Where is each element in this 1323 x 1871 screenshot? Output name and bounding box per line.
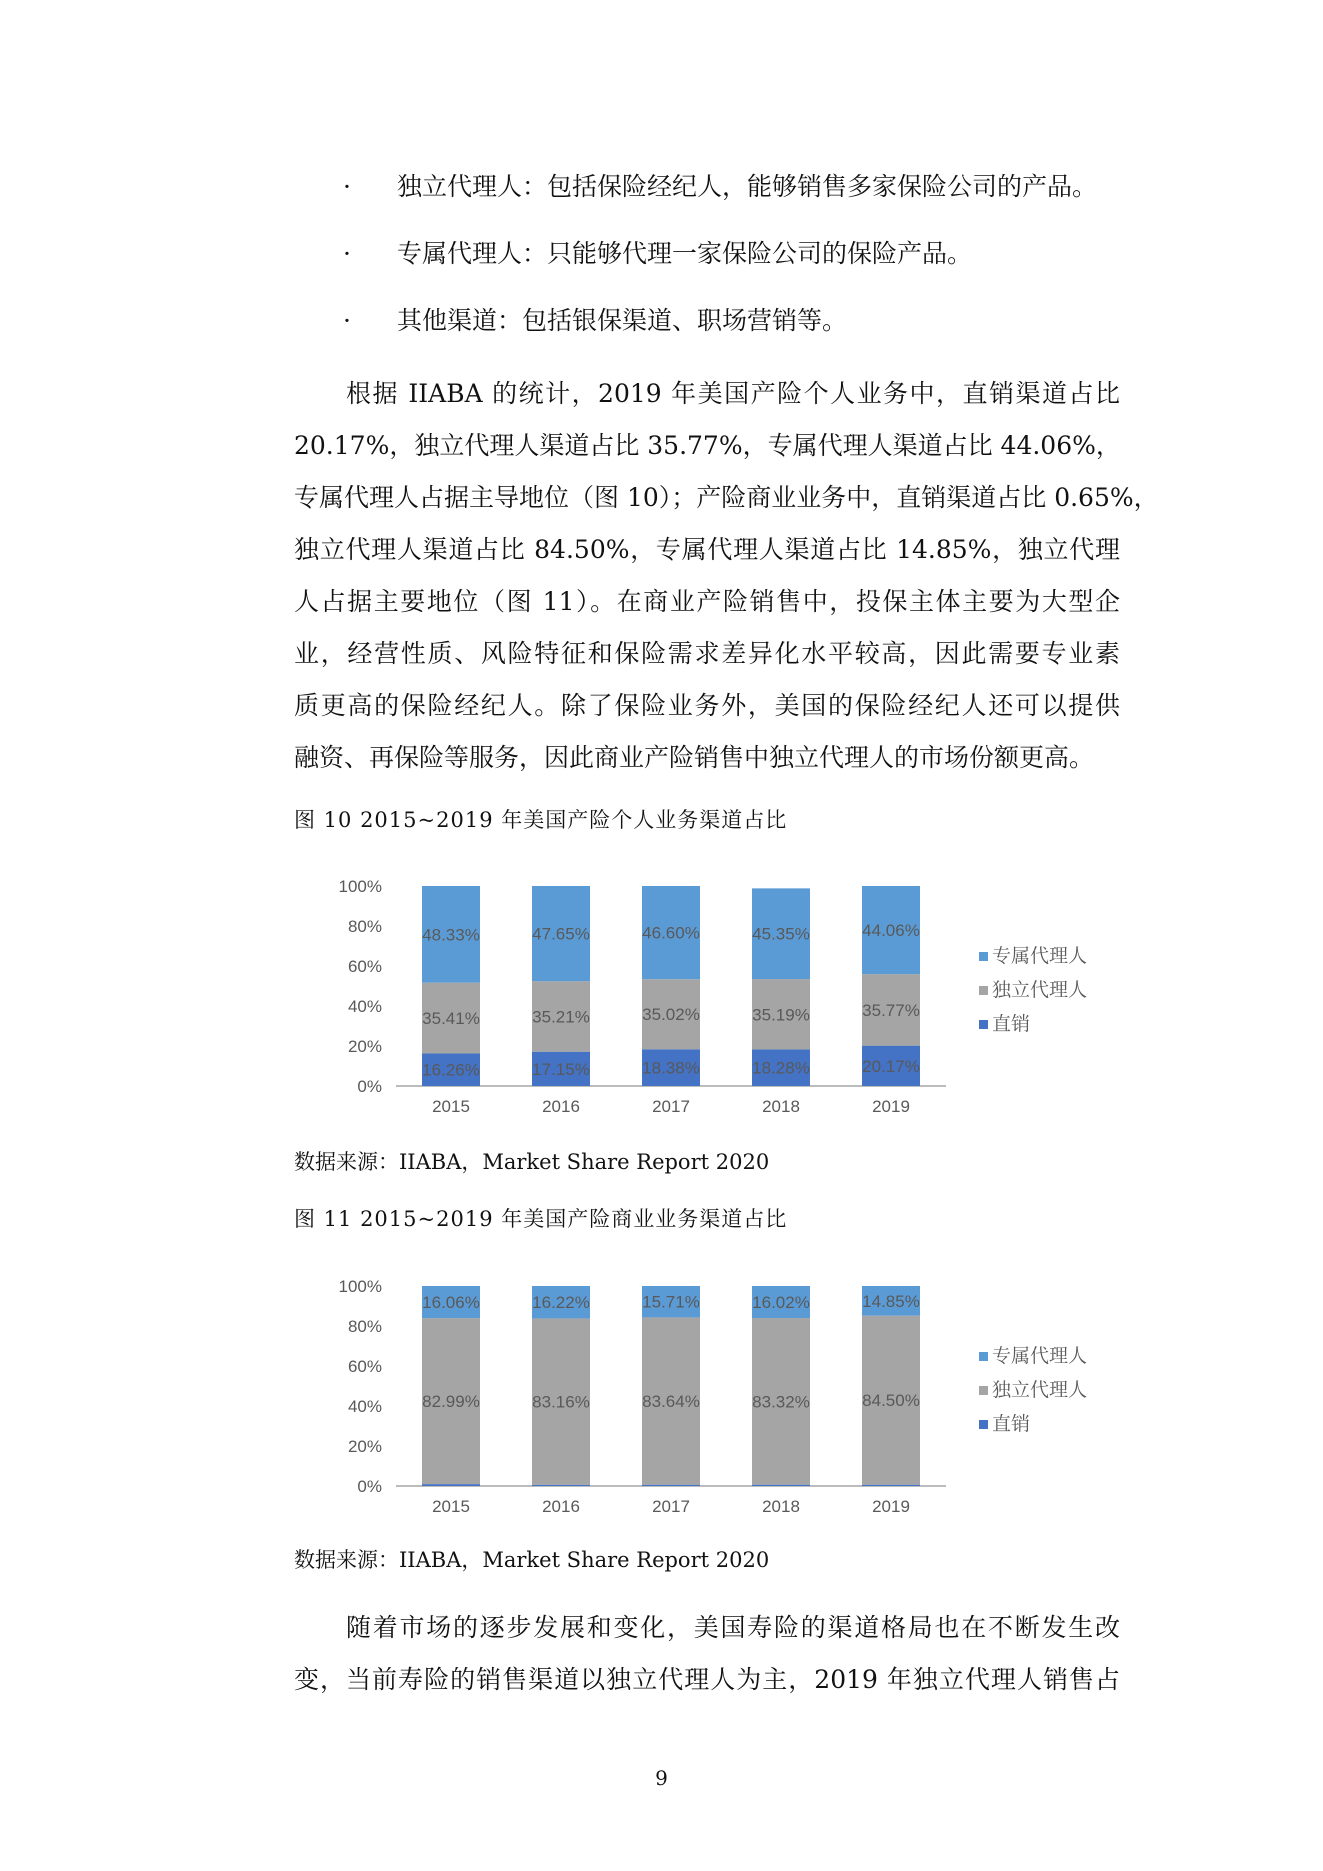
paragraph-line: 根据 IIABA 的统计，2019 年美国产险个人业务中，直销渠道占比 (346, 379, 1120, 408)
bullet-dot: · (343, 306, 351, 335)
y-tick-label: 40% (347, 1397, 382, 1416)
y-tick-label: 80% (347, 917, 382, 936)
data-label: 35.19% (752, 1005, 810, 1025)
y-tick-label: 100% (338, 1277, 382, 1296)
data-label: 18.28% (752, 1058, 810, 1078)
y-tick-label: 20% (347, 1037, 382, 1056)
data-label: 84.50% (862, 1391, 920, 1411)
figure-10-caption: 图 10 2015~2019 年美国产险个人业务渠道占比 (294, 808, 788, 832)
data-label: 35.41% (422, 1009, 480, 1029)
figure-10-chart (294, 862, 1114, 1116)
legend-label: 专属代理人 (992, 946, 1088, 967)
legend-swatch (979, 952, 988, 961)
x-tick-label: 2017 (652, 1497, 690, 1516)
data-label: 20.17% (862, 1056, 920, 1076)
legend-label: 独立代理人 (992, 980, 1088, 1001)
x-tick-label: 2018 (762, 1097, 800, 1116)
data-label: 83.32% (752, 1392, 810, 1412)
data-label: 47.65% (532, 924, 590, 944)
figure-10-svg (294, 862, 1114, 1116)
data-label: 18.38% (642, 1058, 700, 1078)
paragraph-line: 融资、再保险等服务，因此商业产险销售中独立代理人的市场份额更高。 (294, 743, 1095, 772)
x-tick-label: 2016 (542, 1097, 580, 1116)
y-tick-label: 60% (347, 957, 382, 976)
x-tick-label: 2018 (762, 1497, 800, 1516)
x-tick-label: 2019 (872, 1497, 910, 1516)
bullet-text: 专属代理人：只能够代理一家保险公司的保险产品。 (397, 239, 973, 268)
paragraph-line: 随着市场的逐步发展和变化，美国寿险的渠道格局也在不断发生改 (346, 1613, 1120, 1642)
data-label: 83.16% (532, 1392, 590, 1412)
data-label: 48.33% (422, 925, 480, 945)
legend-label: 独立代理人 (992, 1380, 1088, 1401)
data-label: 14.85% (862, 1291, 920, 1311)
legend-swatch (979, 1386, 988, 1395)
bullet-dot: · (343, 239, 351, 268)
data-label: 35.02% (642, 1005, 700, 1025)
data-label: 16.22% (532, 1293, 590, 1313)
paragraph-line: 专属代理人占据主导地位（图 10）；产险商业业务中，直销渠道占比 0.65%， (294, 483, 1159, 512)
x-tick-label: 2019 (872, 1097, 910, 1116)
x-tick-label: 2017 (652, 1097, 690, 1116)
figure-11-chart (294, 1262, 1114, 1516)
bullet-text: 其他渠道：包括银保渠道、职场营销等。 (397, 306, 848, 335)
data-label: 44.06% (862, 921, 920, 941)
data-label: 35.21% (532, 1007, 590, 1027)
bullet-dot: · (343, 172, 351, 201)
y-tick-label: 60% (347, 1357, 382, 1376)
legend-swatch (979, 1352, 988, 1361)
x-tick-label: 2016 (542, 1497, 580, 1516)
body-paragraph-channel-shares (294, 368, 1159, 784)
y-tick-label: 80% (347, 1317, 382, 1336)
y-tick-label: 100% (338, 877, 382, 896)
legend-label: 直销 (992, 1414, 1031, 1435)
data-label: 35.77% (862, 1000, 920, 1020)
bullet-text: 独立代理人：包括保险经纪人，能够销售多家保险公司的产品。 (397, 172, 1098, 201)
paragraph-line: 业，经营性质、风险特征和保险需求差异化水平较高，因此需要专业素 (294, 639, 1120, 668)
y-tick-label: 40% (347, 997, 382, 1016)
figure-11-svg (294, 1262, 1114, 1516)
legend-label: 专属代理人 (992, 1346, 1088, 1367)
data-label: 83.64% (642, 1392, 700, 1412)
body-paragraph-life-insurance (294, 1602, 1120, 1706)
data-label: 16.06% (422, 1293, 480, 1313)
data-label: 17.15% (532, 1059, 590, 1079)
paragraph-line: 独立代理人渠道占比 84.50%，专属代理人渠道占比 14.85%，独立代理 (294, 535, 1120, 564)
data-label: 46.60% (642, 923, 700, 943)
data-label: 16.02% (752, 1293, 810, 1313)
paragraph-line: 质更高的保险经纪人。除了保险业务外，美国的保险经纪人还可以提供 (294, 691, 1120, 720)
data-label: 16.26% (422, 1060, 480, 1080)
data-label: 45.35% (752, 924, 810, 944)
x-tick-label: 2015 (432, 1497, 470, 1516)
paragraph-line: 20.17%，独立代理人渠道占比 35.77%，专属代理人渠道占比 44.06%， (294, 431, 1121, 460)
y-tick-label: 0% (357, 1477, 382, 1496)
legend-swatch (979, 1020, 988, 1029)
x-tick-label: 2015 (432, 1097, 470, 1116)
legend-swatch (979, 1420, 988, 1429)
paragraph-line: 人占据主要地位（图 11）。在商业产险销售中，投保主体主要为大型企 (294, 587, 1120, 616)
figure-11-caption: 图 11 2015~2019 年美国产险商业业务渠道占比 (294, 1207, 788, 1231)
figure-11-source: 数据来源：IIABA，Market Share Report 2020 (294, 1548, 770, 1572)
legend-label: 直销 (992, 1014, 1031, 1035)
page-number: 9 (655, 1766, 668, 1790)
paragraph-line: 变，当前寿险的销售渠道以独立代理人为主，2019 年独立代理人销售占 (294, 1665, 1120, 1694)
figure-10-source: 数据来源：IIABA，Market Share Report 2020 (294, 1150, 770, 1174)
y-tick-label: 0% (357, 1077, 382, 1096)
legend-swatch (979, 986, 988, 995)
data-label: 15.71% (642, 1292, 700, 1312)
y-tick-label: 20% (347, 1437, 382, 1456)
data-label: 82.99% (422, 1392, 480, 1412)
